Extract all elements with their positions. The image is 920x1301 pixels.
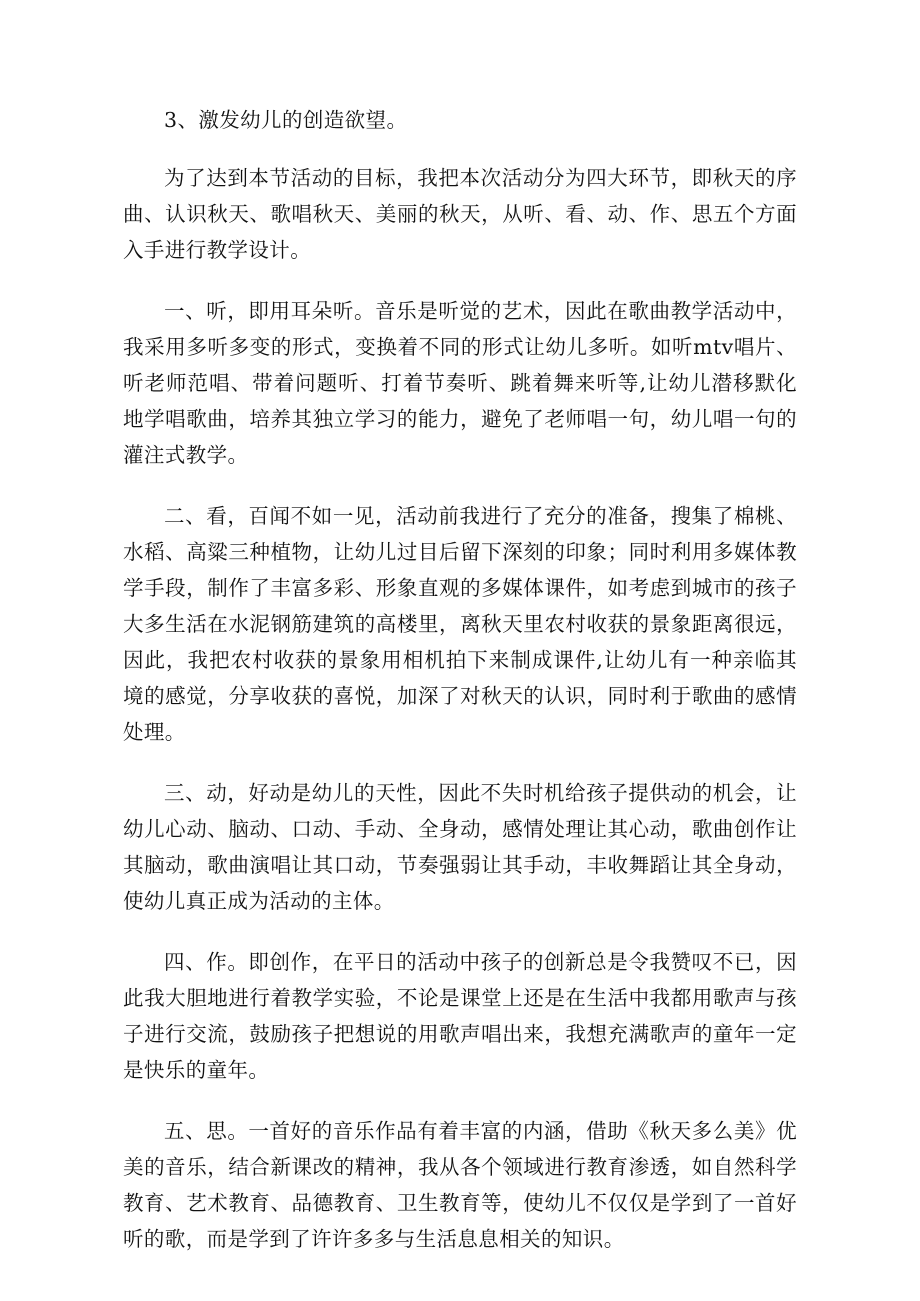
- paragraph-move: 三、动，好动是幼儿的天性，因此不失时机给孩子提供动的机会，让幼儿心动、脑动、口动、手动、全身动，感情处理让其心动，歌曲创作让其脑动，歌曲演唱让其口动，节奏强弱让其手动，丰收舞蹈让其全身动，使幼儿真正成为活动的主体。: [123, 781, 797, 913]
- paragraph-overview: 为了达到本节活动的目标，我把本次活动分为四大环节，即秋天的序曲、认识秋天、歌唱秋天、美丽的秋天，从听、看、动、作、思五个方面入手进行教学设计。: [123, 166, 797, 262]
- paragraph-listen: 一、听，即用耳朵听。音乐是听觉的艺术，因此在歌曲教学活动中，我采用多听多变的形式，变换着不同的形式让幼儿多听。如听mtv唱片、听老师范唱、带着问题听、打着节奏听、跳着舞来听等,让幼儿潜移默化地学唱歌曲，培养其独立学习的能力，避免了老师唱一句，幼儿唱一句的灌注式教学。: [123, 299, 797, 467]
- paragraph-goal-3: 3、激发幼儿的创造欲望。: [164, 108, 408, 132]
- paragraph-look: 二、看，百闻不如一见，活动前我进行了充分的准备，搜集了棉桃、水稻、高粱三种植物，让幼儿过目后留下深刻的印象；同时利用多媒体教学手段，制作了丰富多彩、形象直观的多媒体课件，如考虑到城市的孩子大多生活在水泥钢筋建筑的高楼里，离秋天里农村收获的景象距离很远，因此，我把农村收获的景象用相机拍下来制成课件,让幼儿有一种亲临其境的感觉，分享收获的喜悦，加深了对秋天的认识，同时利于歌曲的感情处理。: [123, 504, 797, 744]
- paragraph-create: 四、作。即创作，在平日的活动中孩子的创新总是令我赞叹不已，因此我大胆地进行着教学实验，不论是课堂上还是在生活中我都用歌声与孩子进行交流，鼓励孩子把想说的用歌声唱出来，我想充满歌声的童年一定是快乐的童年。: [123, 950, 797, 1082]
- paragraph-think: 五、思。一首好的音乐作品有着丰富的内涵，借助《秋天多么美》优美的音乐，结合新课改的精神，我从各个领域进行教育渗透，如自然科学教育、艺术教育、品德教育、卫生教育等，使幼儿不仅仅是学到了一首好听的歌，而是学到了许许多多与生活息息相关的知识。: [123, 1119, 797, 1251]
- document-body: [123, 102, 797, 1282]
